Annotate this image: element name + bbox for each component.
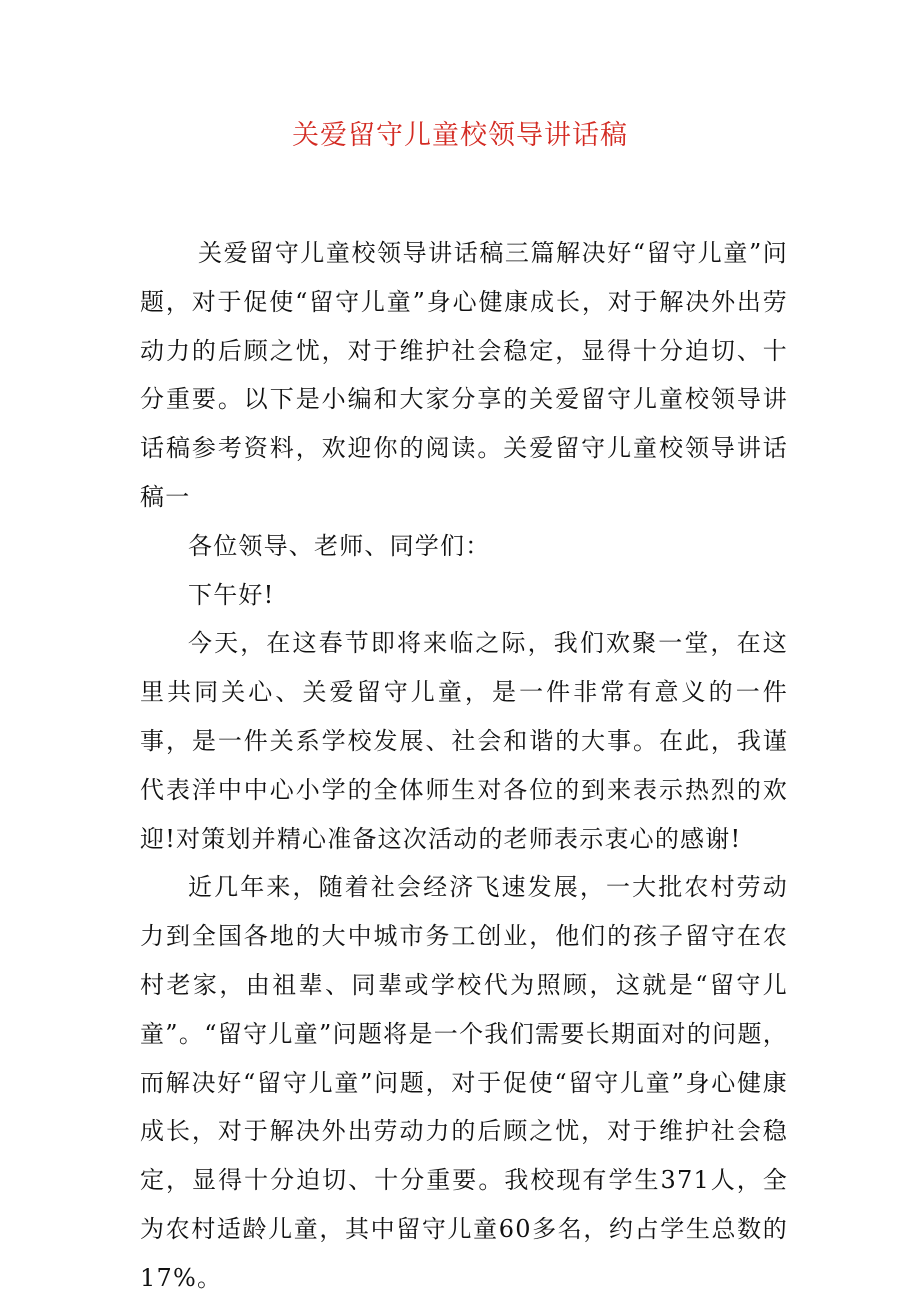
intro-paragraph: 关爱留守儿童校领导讲话稿三篇解决好“留守儿童”问题，对于促使“留守儿童”身心健康成长，对于解决外出劳动力的后顾之忧，对于维护社会稳定，显得十分迫切、十分重要。以下是小编和大家分享的关爱留守儿童校领导讲话稿参考资料，欢迎你的阅读。关爱留守儿童校领导讲话稿一 bbox=[140, 239, 788, 511]
welcome-paragraph: 今天，在这春节即将来临之际，我们欢聚一堂，在这里共同关心、关爱留守儿童，是一件非常有意义的一件事，是一件关系学校发展、社会和谐的大事。在此，我谨代表洋中中心小学的全体师生对各位的到来表示热烈的欢迎!对策划并精心准备这次活动的老师表示衷心的感谢! bbox=[140, 629, 788, 853]
background-paragraph: 近几年来，随着社会经济飞速发展，一大批农村劳动力到全国各地的大中城市务工创业，他们的孩子留守在农村老家，由祖辈、同辈或学校代为照顾，这就是“留守儿童”。“留守儿童”问题将是一个我们需要长期面对的问题，而解决好“留守儿童”问题，对于促使“留守儿童”身心健康成长，对于解决外出劳动力的后顾之忧，对于维护社会稳定，显得十分迫切、十分重要。我校现有学生371人，全为农村适龄儿童，其中留守儿童60多名，约占学生总数的17%。 bbox=[140, 873, 788, 1292]
page-title: 关爱留守儿童校领导讲话稿 bbox=[292, 120, 628, 151]
document-body bbox=[140, 229, 788, 1303]
greeting-paragraph: 下午好! bbox=[188, 580, 275, 609]
salutation-paragraph: 各位领导、老师、同学们： bbox=[188, 531, 491, 560]
